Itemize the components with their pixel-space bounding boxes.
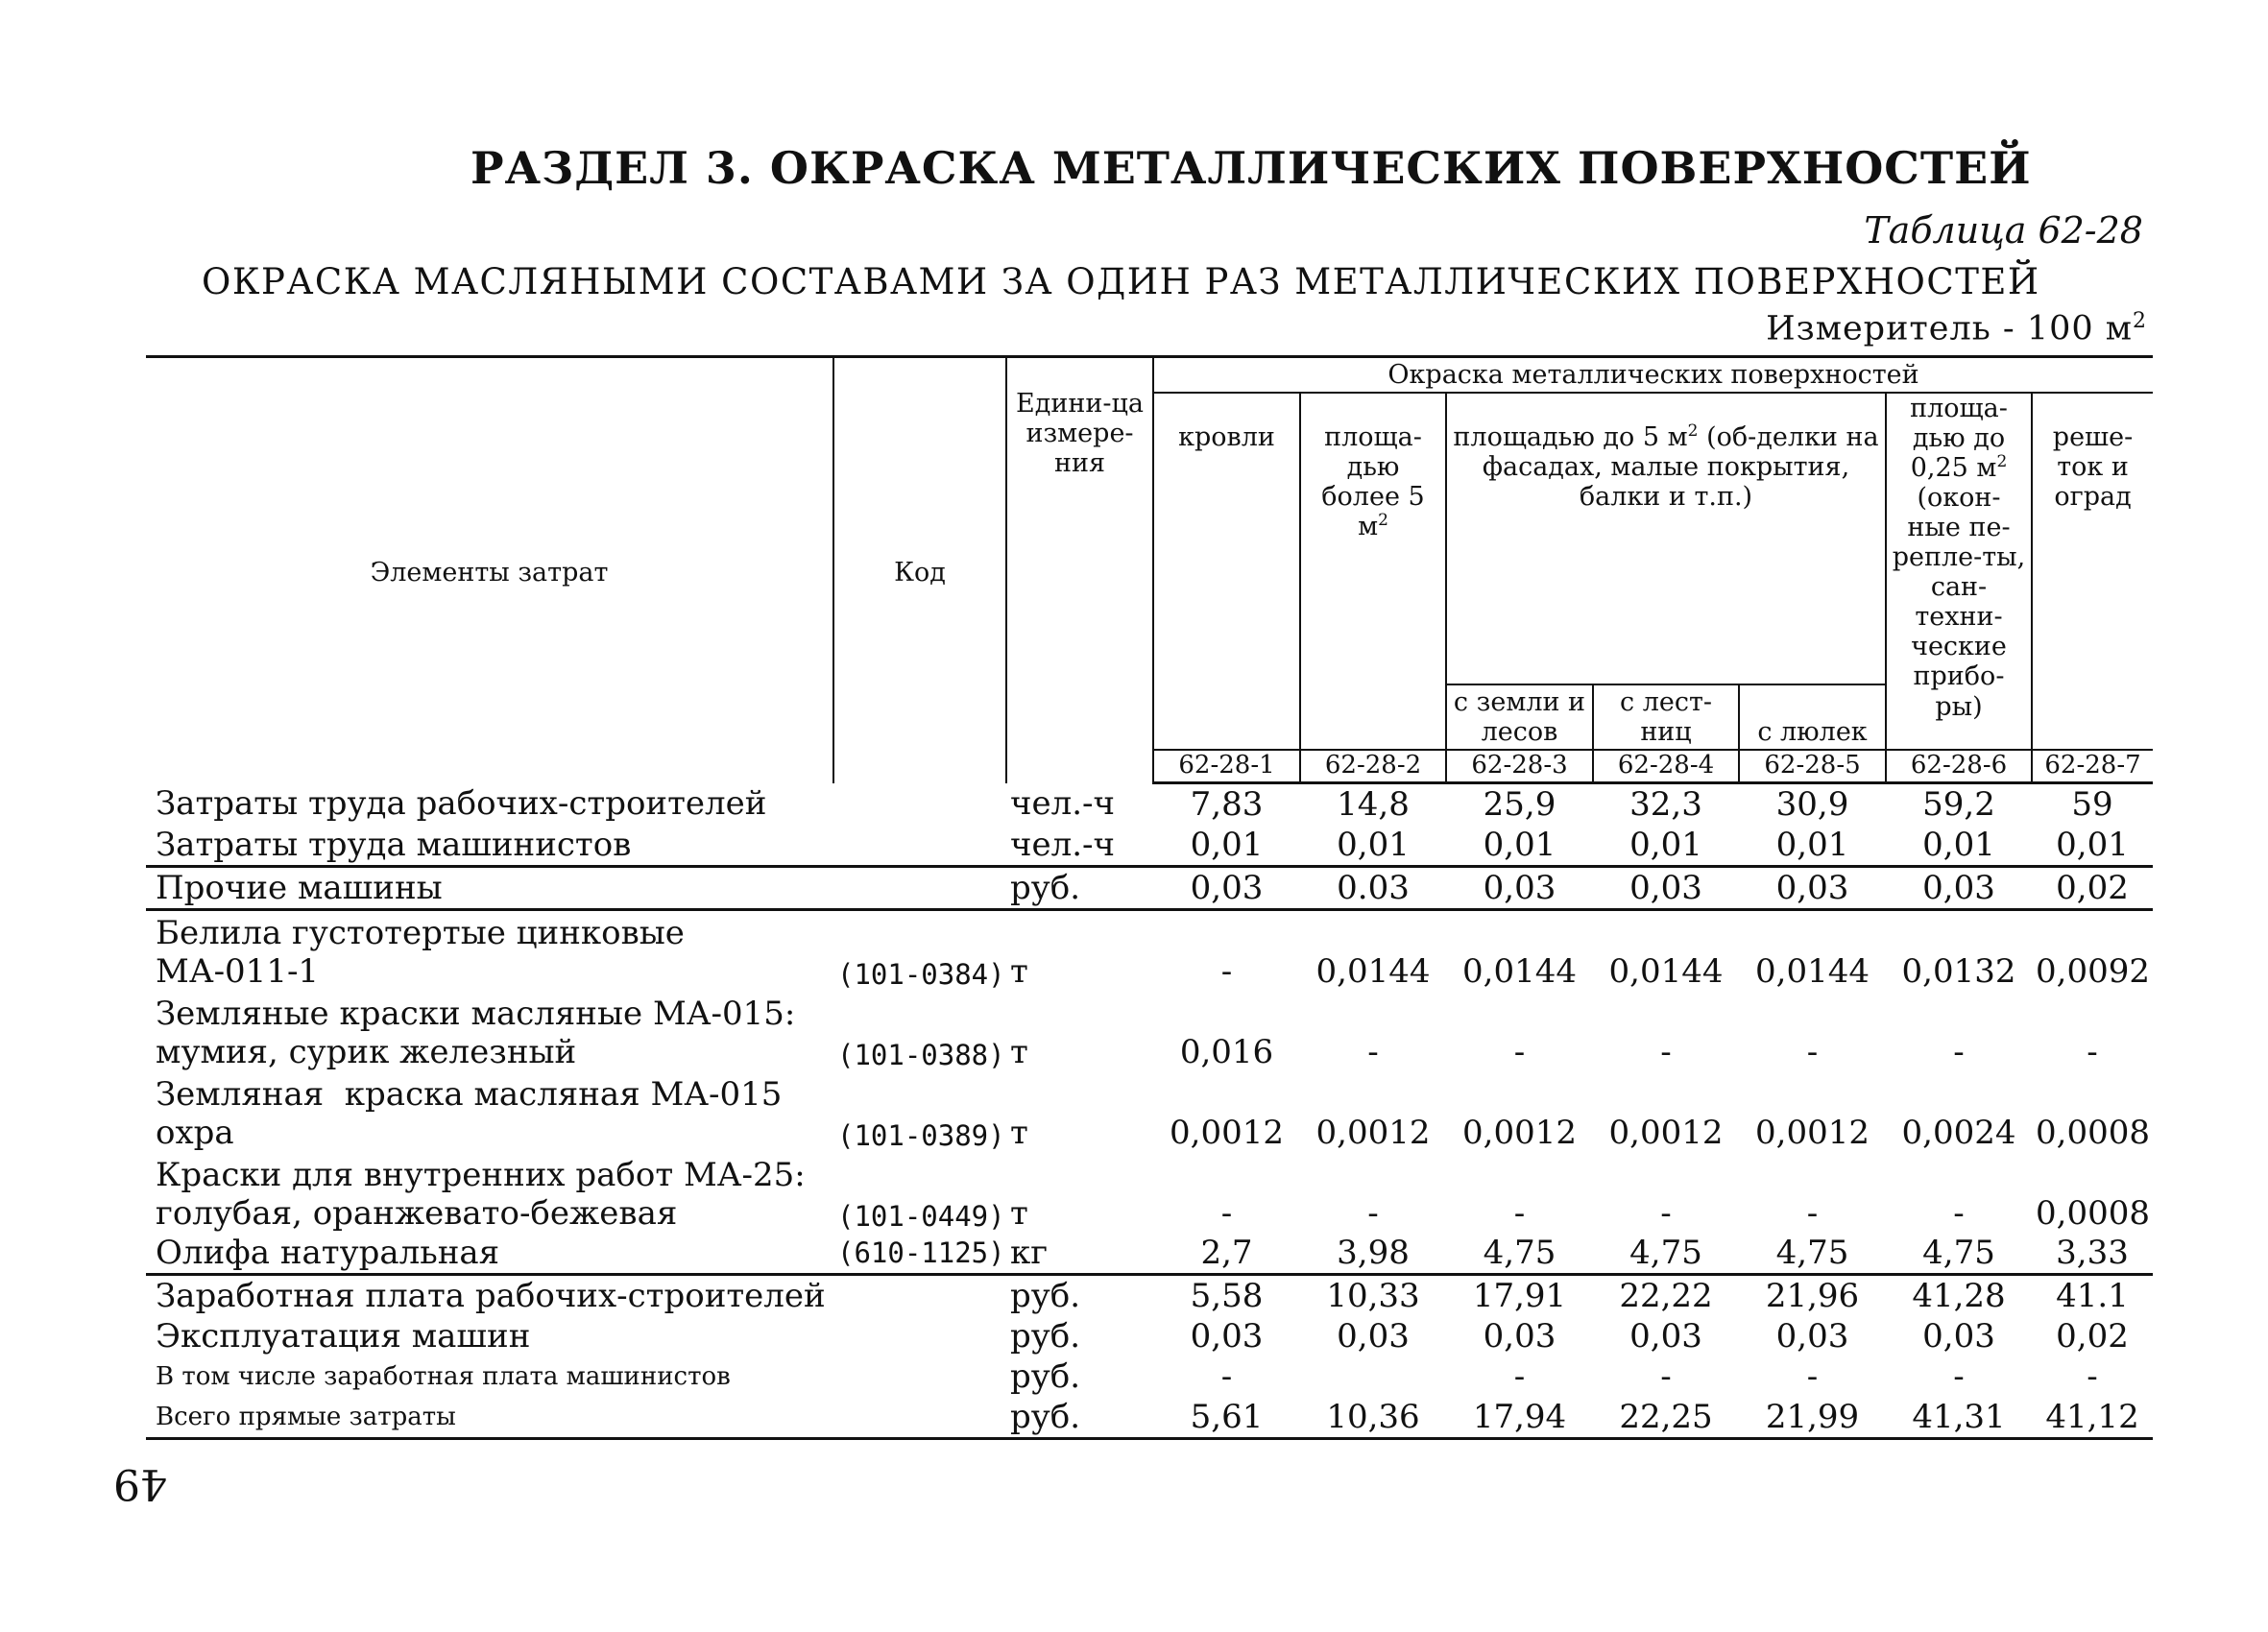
value-cell: 0,03	[1739, 867, 1886, 910]
row-code: (101-0389)	[837, 1118, 1005, 1152]
value-cell: 0,01	[1629, 826, 1702, 865]
value-cell: -	[1153, 910, 1300, 991]
value-cell: 0,03	[1775, 1316, 1849, 1356]
value-cell: 3,33	[2056, 1233, 2129, 1272]
value-cell: 0,0024	[1901, 1113, 2016, 1152]
value-cell: 0,01	[1337, 826, 1410, 865]
value-cell: 0,03	[1886, 867, 2032, 910]
value-cell: 4,75	[1629, 1233, 1702, 1272]
value-cell: 0,01	[1483, 826, 1556, 865]
table-row	[146, 783, 2153, 826]
row-unit: кг	[1010, 1233, 1049, 1272]
value-cell: 4,75	[1483, 1233, 1556, 1272]
row-name: Белила густотертые цинковые МА-011-1	[146, 910, 833, 991]
value-cell: 0.03	[1300, 867, 1446, 910]
column-code: 62-28-5	[1739, 750, 1886, 782]
value-cell: 0,01	[1775, 826, 1849, 865]
table-row	[146, 825, 2153, 867]
column-code: 62-28-3	[1446, 750, 1593, 782]
header-from-stairs: с лест-ниц	[1593, 684, 1739, 750]
header-upto5: площадью до 5 $м^2$ (об-делки на фасадах, малые покрытия, балки и т.п.)	[1446, 393, 1886, 684]
table-row	[146, 867, 2153, 910]
value-cell: 22,22	[1593, 1274, 1739, 1316]
row-code: (101-0388)	[837, 1038, 1005, 1071]
value-cell: 59	[2071, 785, 2113, 825]
row-name: Земляная краска масляная МА-015 охра	[156, 1074, 783, 1152]
value-cell: 0,03	[1629, 1316, 1702, 1356]
table-row	[146, 1356, 2153, 1397]
value-cell: 0,03	[1337, 1316, 1410, 1356]
row-name: Эксплуатация машин	[156, 1316, 531, 1356]
header-from-ground: с земли и лесов	[1446, 684, 1593, 750]
value-cell: 0,03	[1483, 1316, 1556, 1356]
row-unit: руб.	[1010, 1356, 1081, 1396]
value-cell: 0,0008	[2036, 1113, 2150, 1152]
value-cell: 0,0144	[1593, 910, 1739, 991]
row-unit: т	[1010, 1032, 1028, 1071]
value-cell: -	[1953, 1193, 1965, 1233]
table-row	[146, 1397, 2153, 1439]
header-from-cradle: с люлек	[1739, 684, 1886, 750]
value-cell: 14,8	[1337, 785, 1410, 825]
value-cell: 0,0012	[1608, 1113, 1724, 1152]
header-grates: реше-ток и оград	[2032, 393, 2153, 750]
value-cell: 41,12	[2032, 1397, 2153, 1439]
value-cell: 17,91	[1446, 1274, 1593, 1316]
value-cell: -	[1513, 1193, 1526, 1233]
value-cell: 59,2	[1922, 785, 1995, 825]
header-group: Окраска металлических поверхностей	[1153, 357, 2153, 394]
value-cell: 0,0092	[2032, 910, 2153, 991]
column-code: 62-28-4	[1593, 750, 1739, 782]
table-number: Таблица 62-28	[1864, 209, 2143, 252]
row-unit: т	[1006, 910, 1153, 991]
row-code: (101-0384)	[833, 910, 1006, 991]
page-number: 49	[113, 1459, 167, 1508]
value-cell: 0,02	[2032, 867, 2153, 910]
row-unit: чел.-ч	[1010, 826, 1115, 865]
row-unit: чел.-ч	[1010, 784, 1115, 824]
column-code: 62-28-2	[1300, 750, 1446, 782]
value-cell: 21,99	[1739, 1397, 1886, 1439]
value-cell: 0,0012	[1315, 1113, 1431, 1152]
value-cell: -	[1367, 1032, 1379, 1071]
value-cell: 0,02	[2056, 1316, 2129, 1356]
row-unit: руб.	[1006, 1274, 1153, 1316]
row-name: Олифа натуральная	[156, 1233, 500, 1272]
value-cell: 22,25	[1593, 1397, 1739, 1439]
row-code: (610-1125)	[837, 1236, 1005, 1269]
header-roofs: кровли	[1153, 393, 1300, 750]
value-cell: -	[1806, 1356, 1819, 1396]
table-row	[146, 910, 2153, 991]
value-cell: -	[1220, 1193, 1233, 1233]
value-cell: 0,0008	[2036, 1193, 2150, 1233]
value-cell: -	[1806, 1193, 1819, 1233]
value-cell: 30,9	[1775, 785, 1849, 825]
table-row	[146, 1274, 2153, 1316]
cost-table	[146, 355, 2153, 1440]
value-cell: 0,03	[1190, 1316, 1264, 1356]
row-name: Всего прямые затраты	[146, 1397, 1006, 1439]
value-cell: 0,03	[1446, 867, 1593, 910]
value-cell: 0,016	[1179, 1032, 1274, 1071]
value-cell: 41,28	[1886, 1274, 2032, 1316]
row-name: Краски для внутренних работ МА-25: голубая, оранжевато-бежевая	[156, 1155, 806, 1233]
row-code: (101-0449)	[837, 1199, 1005, 1233]
value-cell: -	[1513, 1356, 1526, 1396]
header-upto025: площа-дью до 0,25 $м^2$ (окон-ные пе-реплe-ты, сан-техни-ческие прибо-ры)	[1886, 393, 2032, 750]
unit-label: Измеритель - 100 $м^2$	[1766, 309, 2147, 348]
header-code: Код	[833, 357, 1006, 783]
value-cell: -	[1367, 1193, 1379, 1233]
value-cell: 5,61	[1153, 1397, 1300, 1439]
row-name: В том числе заработная плата машинистов	[156, 1361, 731, 1391]
value-cell: -	[1953, 1032, 1965, 1071]
value-cell: 0,01	[1922, 826, 1995, 865]
table-row	[146, 991, 2153, 1071]
value-cell: 5,58	[1153, 1274, 1300, 1316]
value-cell: 0,01	[1190, 826, 1264, 865]
table-row	[146, 1071, 2153, 1152]
value-cell: 10,36	[1300, 1397, 1446, 1439]
table-row	[146, 1233, 2153, 1275]
row-unit: т	[1010, 1193, 1028, 1233]
row-unit: руб.	[1006, 1397, 1153, 1439]
value-cell: 32,3	[1629, 785, 1702, 825]
value-cell: 0,01	[2056, 826, 2129, 865]
section-title: РАЗДЕЛ 3. ОКРАСКА МЕТАЛЛИЧЕСКИХ ПОВЕРХНОСТЕЙ	[470, 142, 2032, 194]
value-cell: 10,33	[1300, 1274, 1446, 1316]
value-cell: 0,03	[1153, 867, 1300, 910]
value-cell: -	[1953, 1356, 1965, 1396]
value-cell: 4,75	[1775, 1233, 1849, 1272]
header-unit: Едини-ца измере-ния	[1006, 357, 1153, 783]
column-code: 62-28-1	[1153, 750, 1300, 782]
value-cell: 0,03	[1593, 867, 1739, 910]
value-cell: 2,7	[1200, 1233, 1253, 1272]
value-cell: -	[2087, 1032, 2098, 1071]
value-cell: 0,03	[1922, 1316, 1995, 1356]
table-row	[146, 1316, 2153, 1356]
value-cell: 17,94	[1446, 1397, 1593, 1439]
value-cell: 0,0012	[1462, 1113, 1577, 1152]
column-code: 62-28-7	[2032, 750, 2153, 782]
value-cell: 0,0144	[1739, 910, 1886, 991]
row-unit: руб.	[1010, 1316, 1081, 1356]
column-code: 62-28-6	[1886, 750, 2032, 782]
row-unit: руб.	[1006, 867, 1153, 910]
value-cell: 41.1	[2032, 1274, 2153, 1316]
value-cell: -	[1220, 1356, 1233, 1396]
value-cell: 0,0132	[1886, 910, 2032, 991]
value-cell: 25,9	[1483, 785, 1556, 825]
value-cell: -	[1660, 1356, 1672, 1396]
value-cell: 4,75	[1922, 1233, 1995, 1272]
value-cell: -	[1660, 1193, 1672, 1233]
header-over5: площа-дью более 5 $м^2$	[1300, 393, 1446, 750]
value-cell: -	[1660, 1032, 1672, 1071]
row-unit: т	[1010, 1113, 1028, 1152]
header-elements: Элементы затрат	[146, 357, 833, 783]
value-cell: -	[1806, 1032, 1819, 1071]
value-cell: 0,0144	[1446, 910, 1593, 991]
row-name: Затраты труда машинистов	[156, 826, 632, 865]
value-cell: 3,98	[1337, 1233, 1410, 1272]
value-cell: -	[2087, 1356, 2098, 1396]
row-name: Затраты труда рабочих-строителей	[156, 784, 767, 824]
value-cell: 7,83	[1190, 785, 1264, 825]
value-cell: 0,0012	[1755, 1113, 1870, 1152]
value-cell	[1300, 1356, 1446, 1397]
row-name: Прочие машины	[146, 867, 1006, 910]
row-name: Заработная плата рабочих-строителей	[146, 1274, 1006, 1316]
value-cell: 0,0012	[1170, 1113, 1284, 1152]
value-cell: 0,0144	[1300, 910, 1446, 991]
row-name: Земляные краски масляные МА-015: мумия, сурик железный	[156, 994, 796, 1071]
value-cell: 41,31	[1886, 1397, 2032, 1439]
value-cell: -	[1513, 1032, 1526, 1071]
value-cell: 21,96	[1739, 1274, 1886, 1316]
table-title: ОКРАСКА МАСЛЯНЫМИ СОСТАВАМИ ЗА ОДИН РАЗ МЕТАЛЛИЧЕСКИХ ПОВЕРХНОСТЕЙ	[202, 261, 2040, 302]
table-row	[146, 1152, 2153, 1233]
